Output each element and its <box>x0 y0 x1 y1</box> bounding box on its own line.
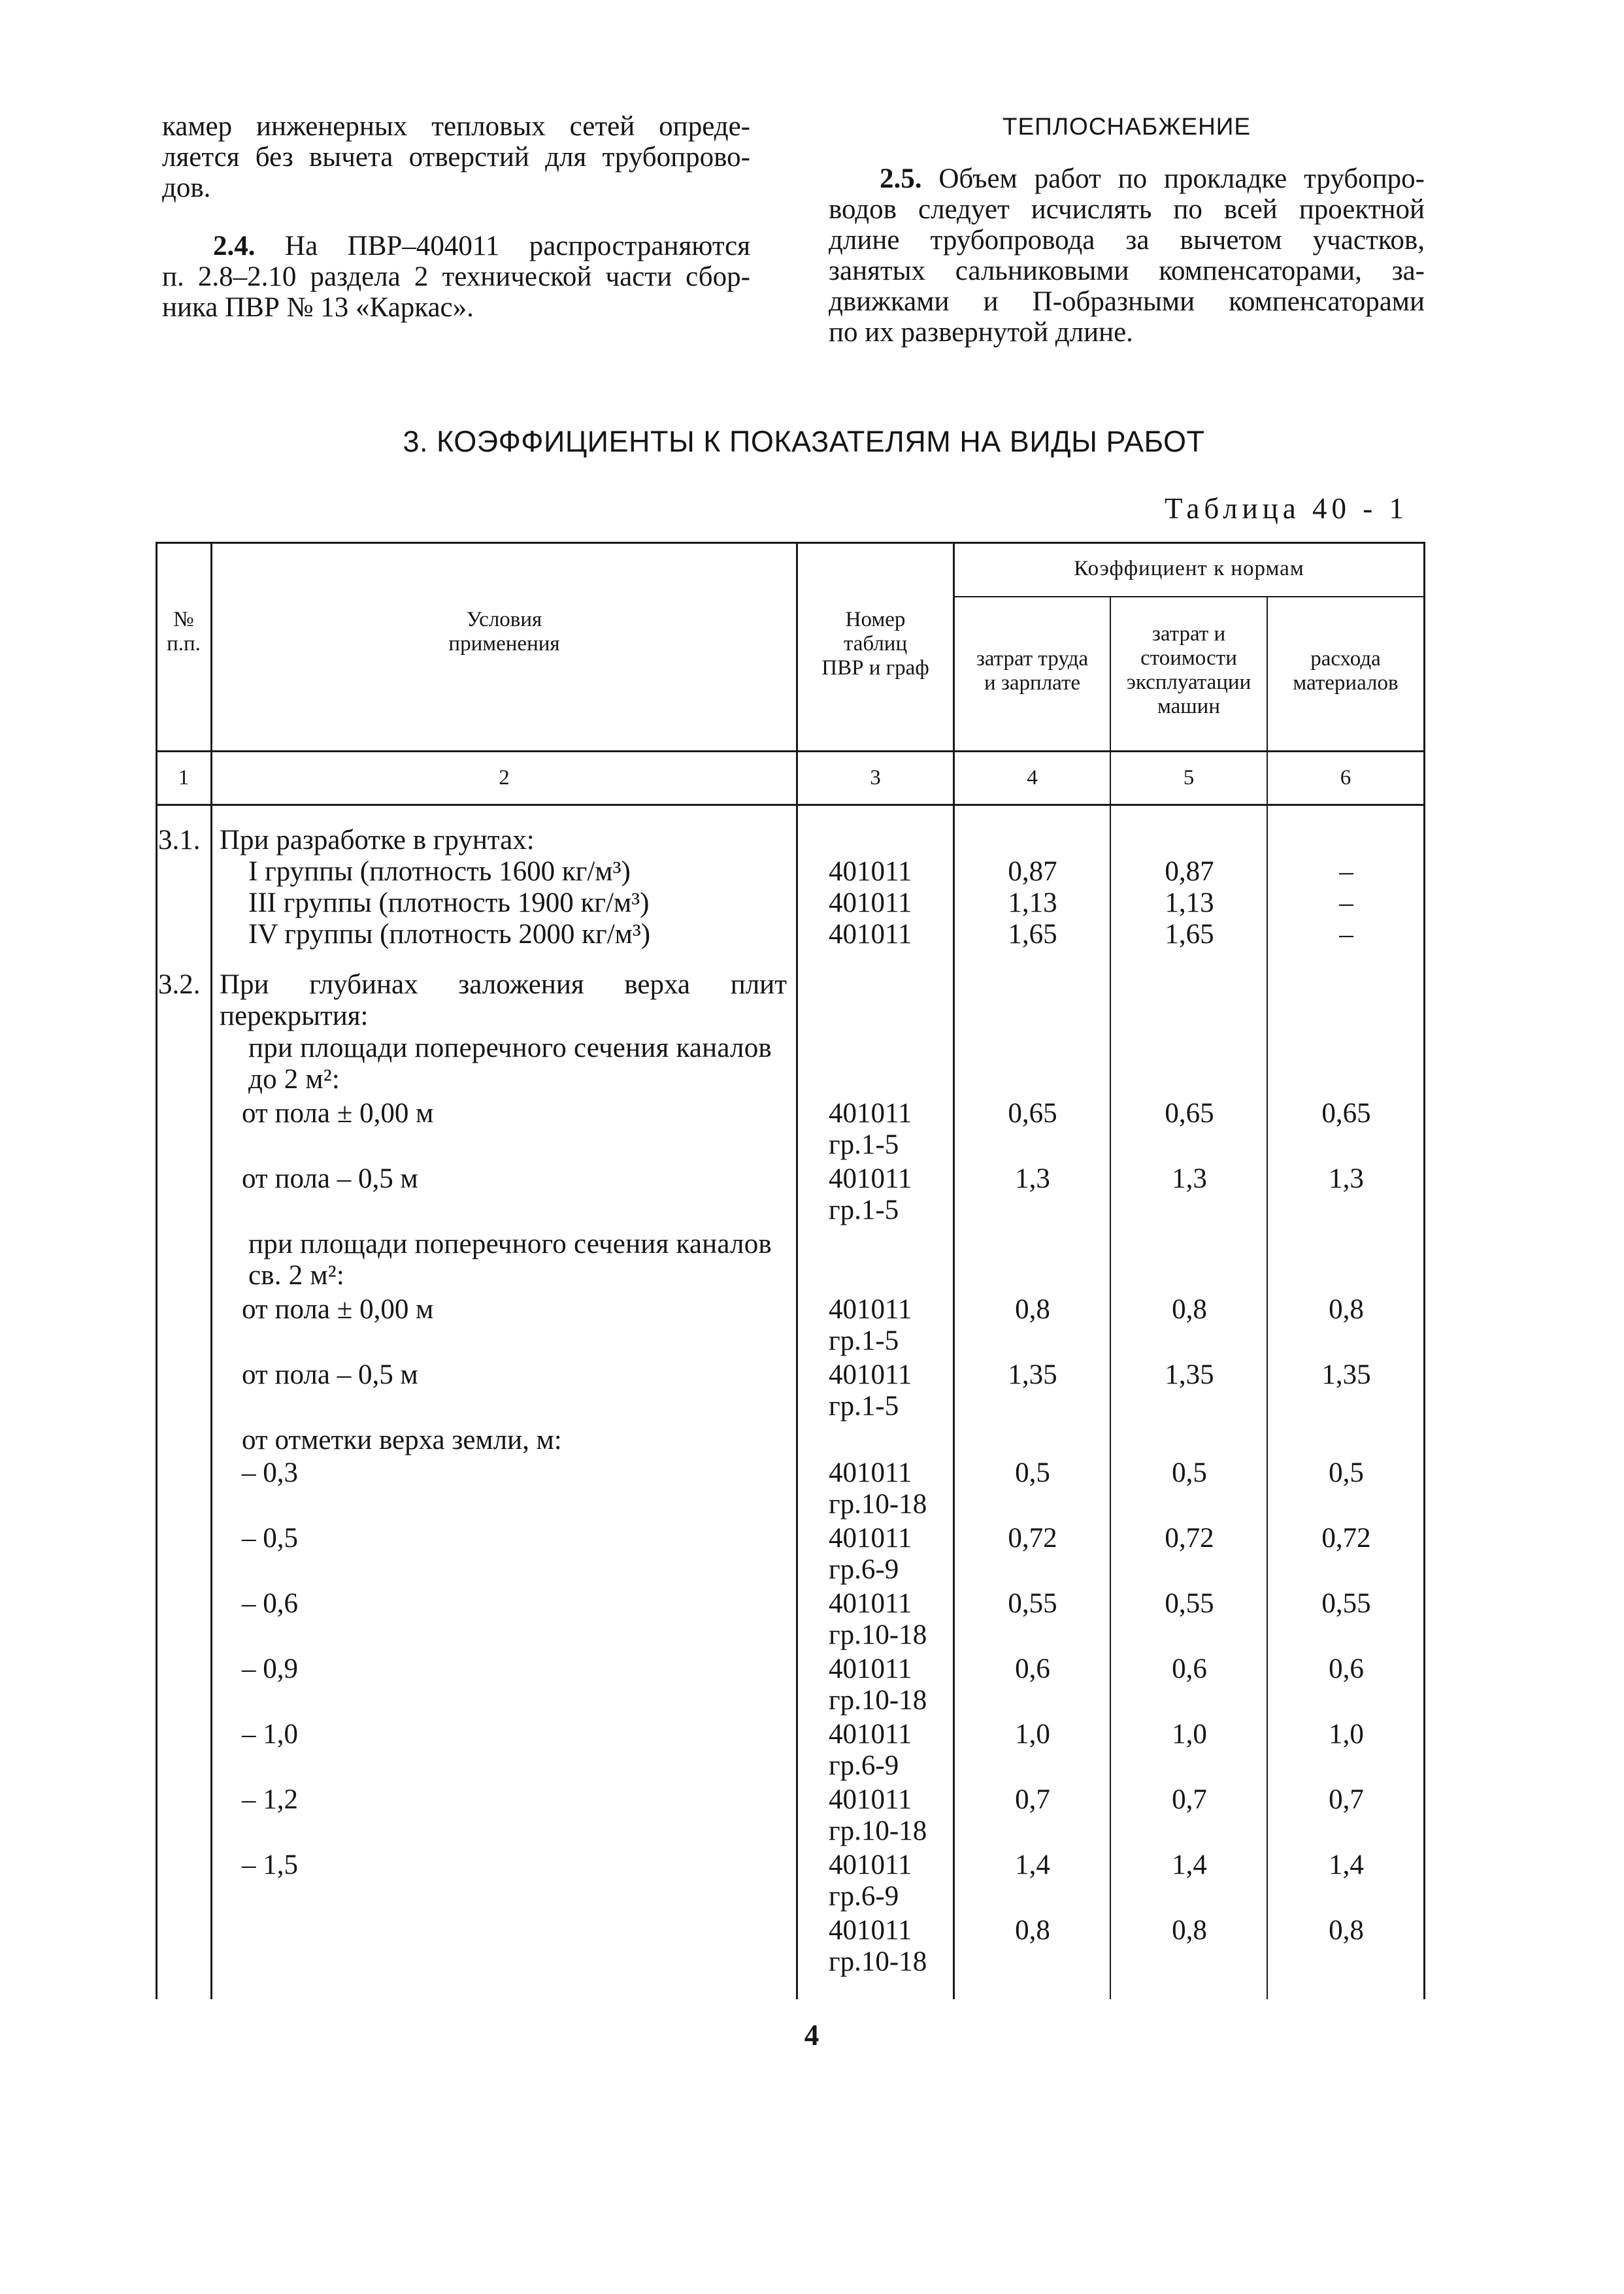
column-number: 6 <box>1340 766 1351 790</box>
subgroup-title: от отметки верха земли, м: <box>242 1425 562 1455</box>
section-title: 3. КОЭФФИЦИЕНТЫ К ПОКАЗАТЕЛЯМ НА ВИДЫ РАБОТ <box>403 425 1205 458</box>
left-column <box>162 111 750 323</box>
column-number: 3 <box>870 766 881 790</box>
column-number: 5 <box>1183 766 1195 790</box>
heading-heat-supply: ТЕПЛОСНАБЖЕНИЕ <box>1002 113 1251 140</box>
paragraph-continuation: камер инженерных тепловых сетей опреде- ляется без вычета отверстий для трубопрово- дов. <box>162 111 750 203</box>
header-coefficient-group: Коэффициент к нормам <box>1074 557 1304 580</box>
paragraph-number: 2.4. <box>213 231 256 261</box>
header-machines: затрат и стоимости эксплуатации машин <box>1126 622 1251 718</box>
right-column <box>829 111 1425 348</box>
row-number: 3.1. <box>158 825 201 856</box>
subgroup-title: при площади поперечного сечения каналов до 2 м²: <box>248 1033 772 1095</box>
column-number: 4 <box>1027 766 1038 790</box>
header-no: № п.п. <box>167 608 201 656</box>
column-number: 1 <box>178 766 190 790</box>
column-number: 2 <box>499 766 510 790</box>
header-labor: затрат труда и зарплате <box>976 647 1089 695</box>
header-table-ref: Номер таблиц ПВР и граф <box>821 608 929 680</box>
paragraph-2-4: 2.4. На ПВР–404011 распространяются п. 2.8–2.10 раздела 2 технической части сбор- ника ПВР № 13 «Каркас». <box>162 231 750 323</box>
group-title: При глубинах заложения верха плит перекрытия: <box>220 969 787 1031</box>
row-number: 3.2. <box>158 969 201 1000</box>
paragraph-2-5: 2.5. Объем работ по прокладке трубопро- водов следует исчислять по всей проектной длине трубопровода за вычетом участков, занятых сальниковыми компенсаторами, за- движками и П-образными компенсаторами по их развернутой длине. <box>829 163 1425 348</box>
group-title: При разработке в грунтах: <box>220 825 535 856</box>
header-conditions: Условия применения <box>448 608 560 656</box>
subgroup-title: при площади поперечного сечения каналов св. 2 м²: <box>248 1229 772 1291</box>
page-number: 4 <box>804 2019 820 2052</box>
header-materials: расхода материалов <box>1293 647 1399 695</box>
paragraph-number: 2.5. <box>880 163 922 194</box>
table-label: Таблица 40 - 1 <box>1165 492 1408 525</box>
